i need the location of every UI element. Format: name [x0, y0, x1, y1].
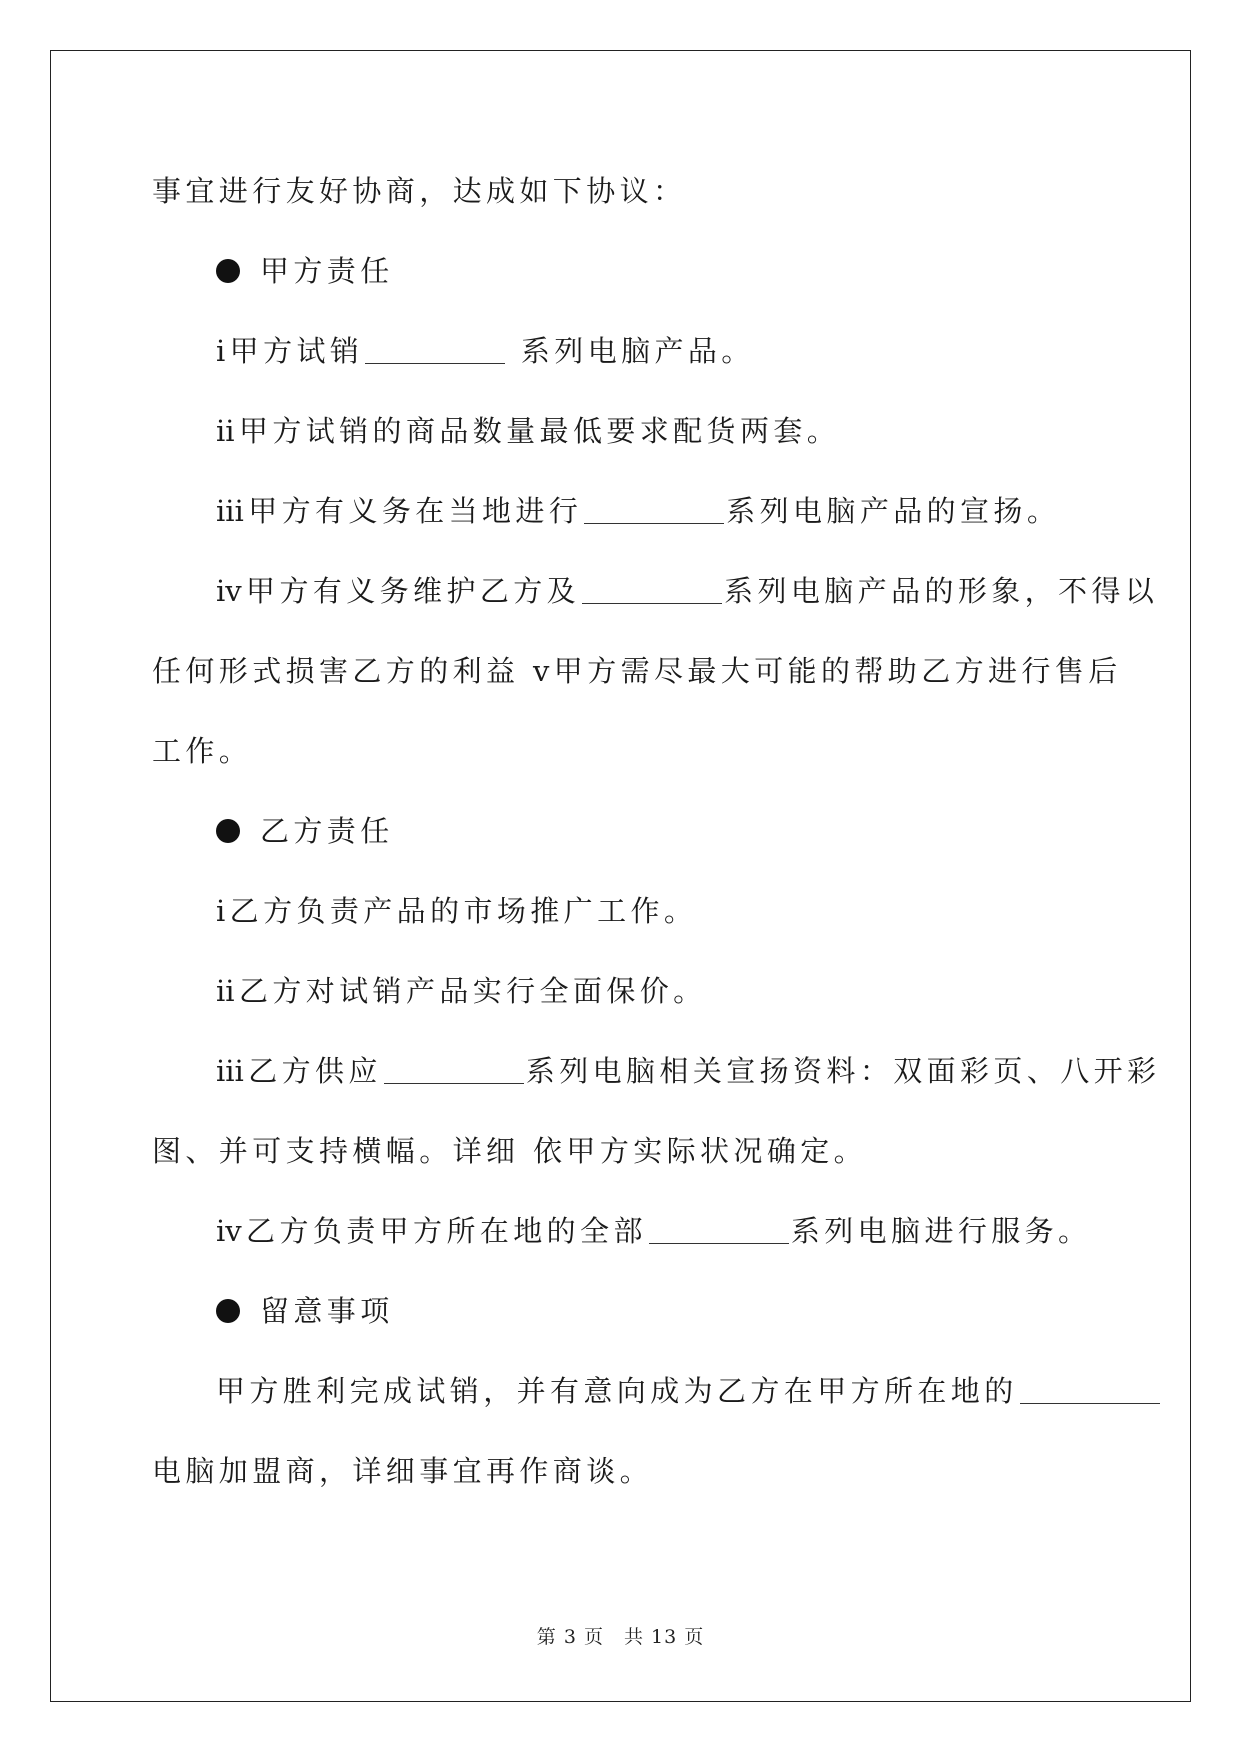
item-text: 系列电脑产品的形象，不得以: [724, 574, 1159, 608]
party-a-item-i: [216, 334, 755, 368]
party-a-item-iii: [216, 494, 1061, 528]
party-b-item-ii: ⅱ乙方对试销产品实行全面保价。: [216, 974, 707, 1008]
party-a-item-iv-end: 工作。: [152, 734, 253, 768]
item-text: 甲方胜利完成试销，并有意向成为乙方在甲方所在地的: [216, 1374, 1018, 1408]
section-title: 留意事项: [260, 1294, 394, 1328]
item-text: ⅰ甲方试销: [216, 334, 364, 368]
item-text: 系列电脑产品。: [507, 334, 755, 368]
page-number-footer: 第 3 页 共 13 页: [536, 1626, 705, 1648]
bullet-icon: [216, 259, 240, 283]
fill-blank: [1020, 1379, 1160, 1404]
party-b-item-i: ⅰ乙方负责产品的市场推广工作。: [216, 894, 698, 928]
item-text: 系列电脑进行服务。: [790, 1214, 1092, 1248]
item-text: ⅳ甲方有义务维护乙方及: [216, 574, 581, 608]
party-b-item-iv: [216, 1214, 1092, 1248]
section-heading-notes: [216, 1294, 394, 1328]
item-text: ⅳ乙方负责甲方所在地的全部: [216, 1214, 647, 1248]
party-a-item-iv: [216, 574, 1159, 608]
section-heading-party-b: [216, 814, 394, 848]
party-b-item-iii-cont: 图、并可支持横幅。详细 依甲方实际状况确定。: [152, 1134, 868, 1168]
section-heading-party-a: [216, 254, 394, 288]
party-b-item-iii: [216, 1054, 1161, 1088]
fill-blank: [649, 1219, 789, 1244]
notes-paragraph: [216, 1374, 1162, 1408]
party-a-item-iv-cont: 任何形式损害乙方的利益 ⅴ甲方需尽最大可能的帮助乙方进行售后: [152, 654, 1122, 688]
item-text: 系列电脑相关宣扬资料：双面彩页、八开彩: [525, 1054, 1161, 1088]
bullet-icon: [216, 1299, 240, 1323]
notes-paragraph-cont: 电脑加盟商，详细事宜再作商谈。: [152, 1454, 654, 1488]
party-a-item-ii: ⅱ甲方试销的商品数量最低要求配货两套。: [216, 414, 841, 448]
item-text: ⅲ乙方供应: [216, 1054, 382, 1088]
intro-line: 事宜进行友好协商，达成如下协议：: [152, 174, 687, 208]
item-text: 系列电脑产品的宣扬。: [726, 494, 1061, 528]
section-title: 甲方责任: [260, 254, 394, 288]
fill-blank: [584, 499, 724, 524]
item-text: ⅲ甲方有义务在当地进行: [216, 494, 583, 528]
fill-blank: [384, 1059, 524, 1084]
bullet-icon: [216, 819, 240, 843]
fill-blank: [365, 339, 505, 364]
fill-blank: [582, 579, 722, 604]
section-title: 乙方责任: [260, 814, 394, 848]
